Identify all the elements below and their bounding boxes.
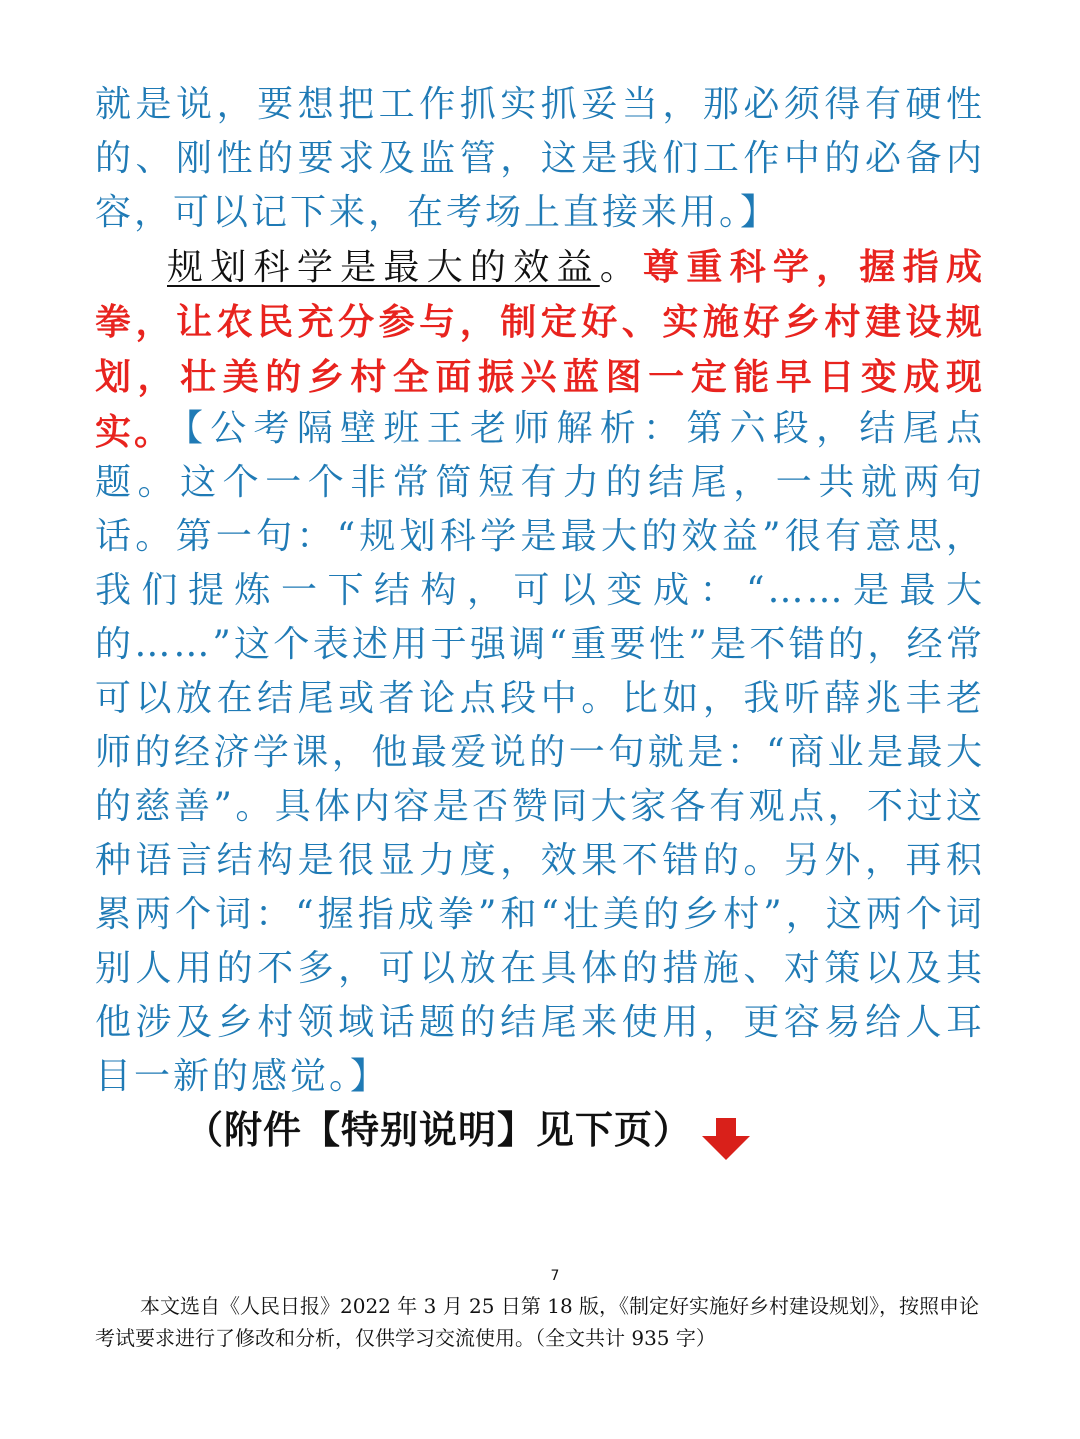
- down-arrow-icon: [702, 1118, 750, 1160]
- conclusion-key-phrase: 规划科学是最大的效益: [167, 247, 600, 288]
- attachment-note: （附件【特别说明】见下页）: [185, 1108, 693, 1152]
- analysis-paragraph-continued: 就是说，要想把工作抓实抓妥当，那必须得有硬性的、刚性的要求及监管，这是我们工作中的必备内容，可以记下来，在考场上直接来用。】: [95, 84, 985, 233]
- page-number: 7: [550, 1268, 560, 1284]
- analysis-paragraph: 【公考隔壁班王老师解析：第六段，结尾点题。这个一个非常简短有力的结尾，一共就两句话。第一句：“规划科学是最大的效益”很有意思，我们提炼一下结构，可以变成：“……是最大的……”这个表述用于强调“重要性”是不错的，经常可以放在结尾或者论点段中。比如，我听薛兆丰老师的经济学课，他最爱说的一句就是：“商业是最大的慈善”。具体内容是否赞同大家各有观点，不过这种语言结构是很显力度，效果不错的。另外，再积累两个词：“握指成拳”和“壮美的乡村”，这两个词别人用的不多，可以放在具体的措施、对策以及其他涉及乡村领域话题的结尾来使用，更容易给人耳目一新的感觉。】: [95, 408, 985, 1097]
- conclusion-separator: 。: [599, 247, 644, 288]
- source-footnote: 本文选自《人民日报》2022 年 3 月 25 日第 18 版，《制定好实施好乡村建设规划》，按照申论考试要求进行了修改和分析，仅供学习交流使用。（全文共计 935 字）: [95, 1294, 980, 1350]
- conclusion-highlight-text: 尊重科学，握指成拳，让农民充分参与，制定好、实施好乡村建设规划，壮美的乡村全面振兴蓝图一定能早日变成现实。: [95, 246, 985, 453]
